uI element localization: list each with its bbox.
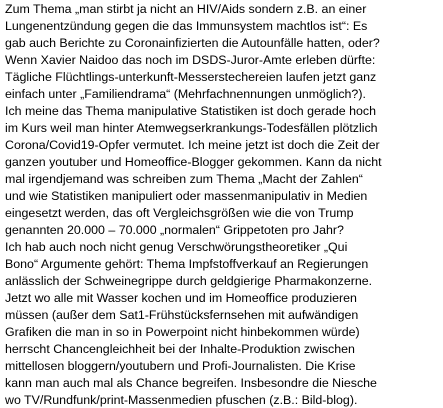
text-line: Lungenentzündung gegen die das Immunsystem machtlos ist“: Es bbox=[5, 19, 368, 33]
text-line: Zum Thema „man stirbt ja nicht an HIV/Aids sondern z.B. an einer bbox=[5, 2, 367, 16]
text-line: Grafiken die man in so in Powerpoint nicht hinbekommen würde) bbox=[5, 325, 360, 339]
text-line: und wie Statistiken manipuliert oder massenmanipulativ in Medien bbox=[5, 189, 368, 203]
text-line: Bono“ Argumente gehört: Thema Impfstoffverkauf an Regierungen bbox=[5, 257, 369, 271]
text-line: im Kurs weil man hinter Atemwegserkrankungs-Todesfällen plötzlich bbox=[5, 121, 378, 135]
text-line: Tägliche Flüchtlings-unterkunft-Messerstechereien laufen jetzt ganz bbox=[5, 70, 377, 84]
text-line: anlässlich der Schweinegrippe durch geldgierige Pharmakonzerne. bbox=[5, 274, 373, 288]
text-line: genannten 20.000 – 70.000 „normalen“ Grippetoten pro Jahr? bbox=[5, 223, 344, 237]
text-line: Ich meine das Thema manipulative Statistiken ist doch gerade hoch bbox=[5, 104, 377, 118]
text-line: Jetzt wo alle mit Wasser kochen und im Homeoffice produzieren bbox=[5, 291, 357, 305]
text-line: ganzen youtuber und Homeoffice-Blogger gekommen. Kann da nicht bbox=[5, 155, 382, 169]
text-line: einfach unter „Familiendrama“ (Mehrfachnennungen unmöglich?). bbox=[5, 87, 366, 101]
text-line: herrscht Chancengleichheit bei der Inhalte-Produktion zwischen bbox=[5, 342, 355, 356]
text-line: wo TV/Rundfunk/print-Massenmedien pfuschen (z.B.: Bild-blog). bbox=[5, 393, 358, 407]
text-line: müssen (außer dem Sat1-Frühstücksfernsehen mit aufwändigen bbox=[5, 308, 359, 322]
text-line: gab auch Berichte zu Coronainfizierten die Autounfälle hatten, oder? bbox=[5, 36, 380, 50]
text-line: Ich hab auch noch nicht genug Verschwörungstheoretiker „Qui bbox=[5, 240, 348, 254]
text-line: Wenn Xavier Naidoo das noch im DSDS-Juror-Amte erleben dürfte: bbox=[5, 53, 376, 67]
text-line: Corona/Covid19-Opfer vermutet. Ich meine jetzt ist doch die Zeit der bbox=[5, 138, 380, 152]
text-line: mal irgendjemand was schreiben zum Thema „Macht der Zahlen“ bbox=[5, 172, 363, 186]
text-line: mittellosen bloggern/youtubern und Profi-Journalisten. Die Krise bbox=[5, 359, 356, 373]
text-line: kann man auch mal als Chance begreifen. Insbesondre die Niesche bbox=[5, 376, 377, 390]
body-text bbox=[5, 1, 441, 408]
text-line: eingesetzt werden, das oft Vergleichsgrößen wie die von Trump bbox=[5, 206, 354, 220]
